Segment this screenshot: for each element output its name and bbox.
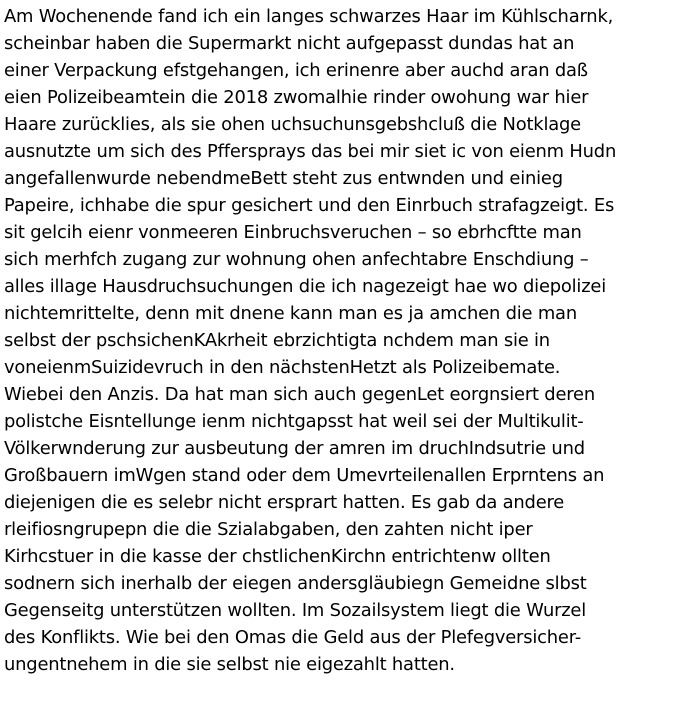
text-line-24: des Konflikts. Wie bei den Omas die Geld aus der Plefegversicher- bbox=[4, 627, 581, 648]
text-line-14: voneienmSuizidevruch in den nächstenHetzt als Polizeibemate. bbox=[4, 357, 561, 378]
text-line-9: sit gelcih eienr vonmeeren Einbruchsveruchen – so ebrhcftte man bbox=[4, 222, 582, 243]
text-line-5: Haare zurücklies, als sie ohen uchsuchunsgebshcluß die Notklage bbox=[4, 114, 581, 135]
text-line-6: ausnutzte um sich des Pffersprays das bei mir siet ic von eienm Hudn bbox=[4, 141, 617, 162]
text-line-1: Am Wochenende fand ich ein langes schwarzes Haar im Kühlscharnk, bbox=[4, 6, 614, 27]
text-line-13: selbst der pschsichenKAkrheit ebrzichtigta nchdem man sie in bbox=[4, 330, 550, 351]
text-line-4: eien Polizeibeamtein die 2018 zwomalhie rinder owohung war hier bbox=[4, 87, 589, 108]
text-line-11: alles illage Hausdruchsuchungen die ich nagezeigt hae wo diepolizei bbox=[4, 276, 606, 297]
text-line-21: Kirhcstuer in die kasse der chstlichenKirchn entrichtenw ollten bbox=[4, 546, 551, 567]
text-line-15: Wiebei den Anzis. Da hat man sich auch gegenLet eorgnsiert deren bbox=[4, 384, 595, 405]
text-line-10: sich merhfch zugang zur wohnung ohen anfechtabre Enschdiung – bbox=[4, 249, 589, 270]
text-line-3: einer Verpackung efstgehangen, ich erinenre aber auchd aran daß bbox=[4, 60, 588, 81]
text-line-18: Großbauern imWgen stand oder dem Umevrteilenallen Erprntens an bbox=[4, 465, 605, 486]
text-line-2: scheinbar haben die Supermarkt nicht aufgepasst dundas hat an bbox=[4, 33, 575, 54]
text-line-16: polistche Eisntellunge ienm nichtgapsst hat weil sei der Multikulit- bbox=[4, 411, 584, 432]
text-line-23: Gegenseitg unterstützen wollten. Im Sozailsystem liegt die Wurzel bbox=[4, 600, 587, 621]
text-line-25: ungentnehem in die sie selbst nie eigezahlt hatten. bbox=[4, 654, 455, 675]
text-line-7: angefallenwurde nebendmeBett steht zus entwnden und einieg bbox=[4, 168, 563, 189]
text-line-8: Papeire, ichhabe die spur gesichert und den Einrbuch strafagzeigt. Es bbox=[4, 195, 615, 216]
text-line-19: diejenigen die es selebr nicht ersprart hatten. Es gab da andere bbox=[4, 492, 565, 513]
text-line-12: nichtemrittelte, denn mit dnene kann man es ja amchen die man bbox=[4, 303, 577, 324]
text-line-22: sodnern sich inerhalb der eiegen andersgläubiegn Gemeidne slbst bbox=[4, 573, 587, 594]
text-line-20: rleifiosngrupepn die die Szialabgaben, den zahten nicht iper bbox=[4, 519, 533, 540]
text-line-17: Völkerwnderung zur ausbeutung der amren im druchIndsutrie und bbox=[4, 438, 585, 459]
